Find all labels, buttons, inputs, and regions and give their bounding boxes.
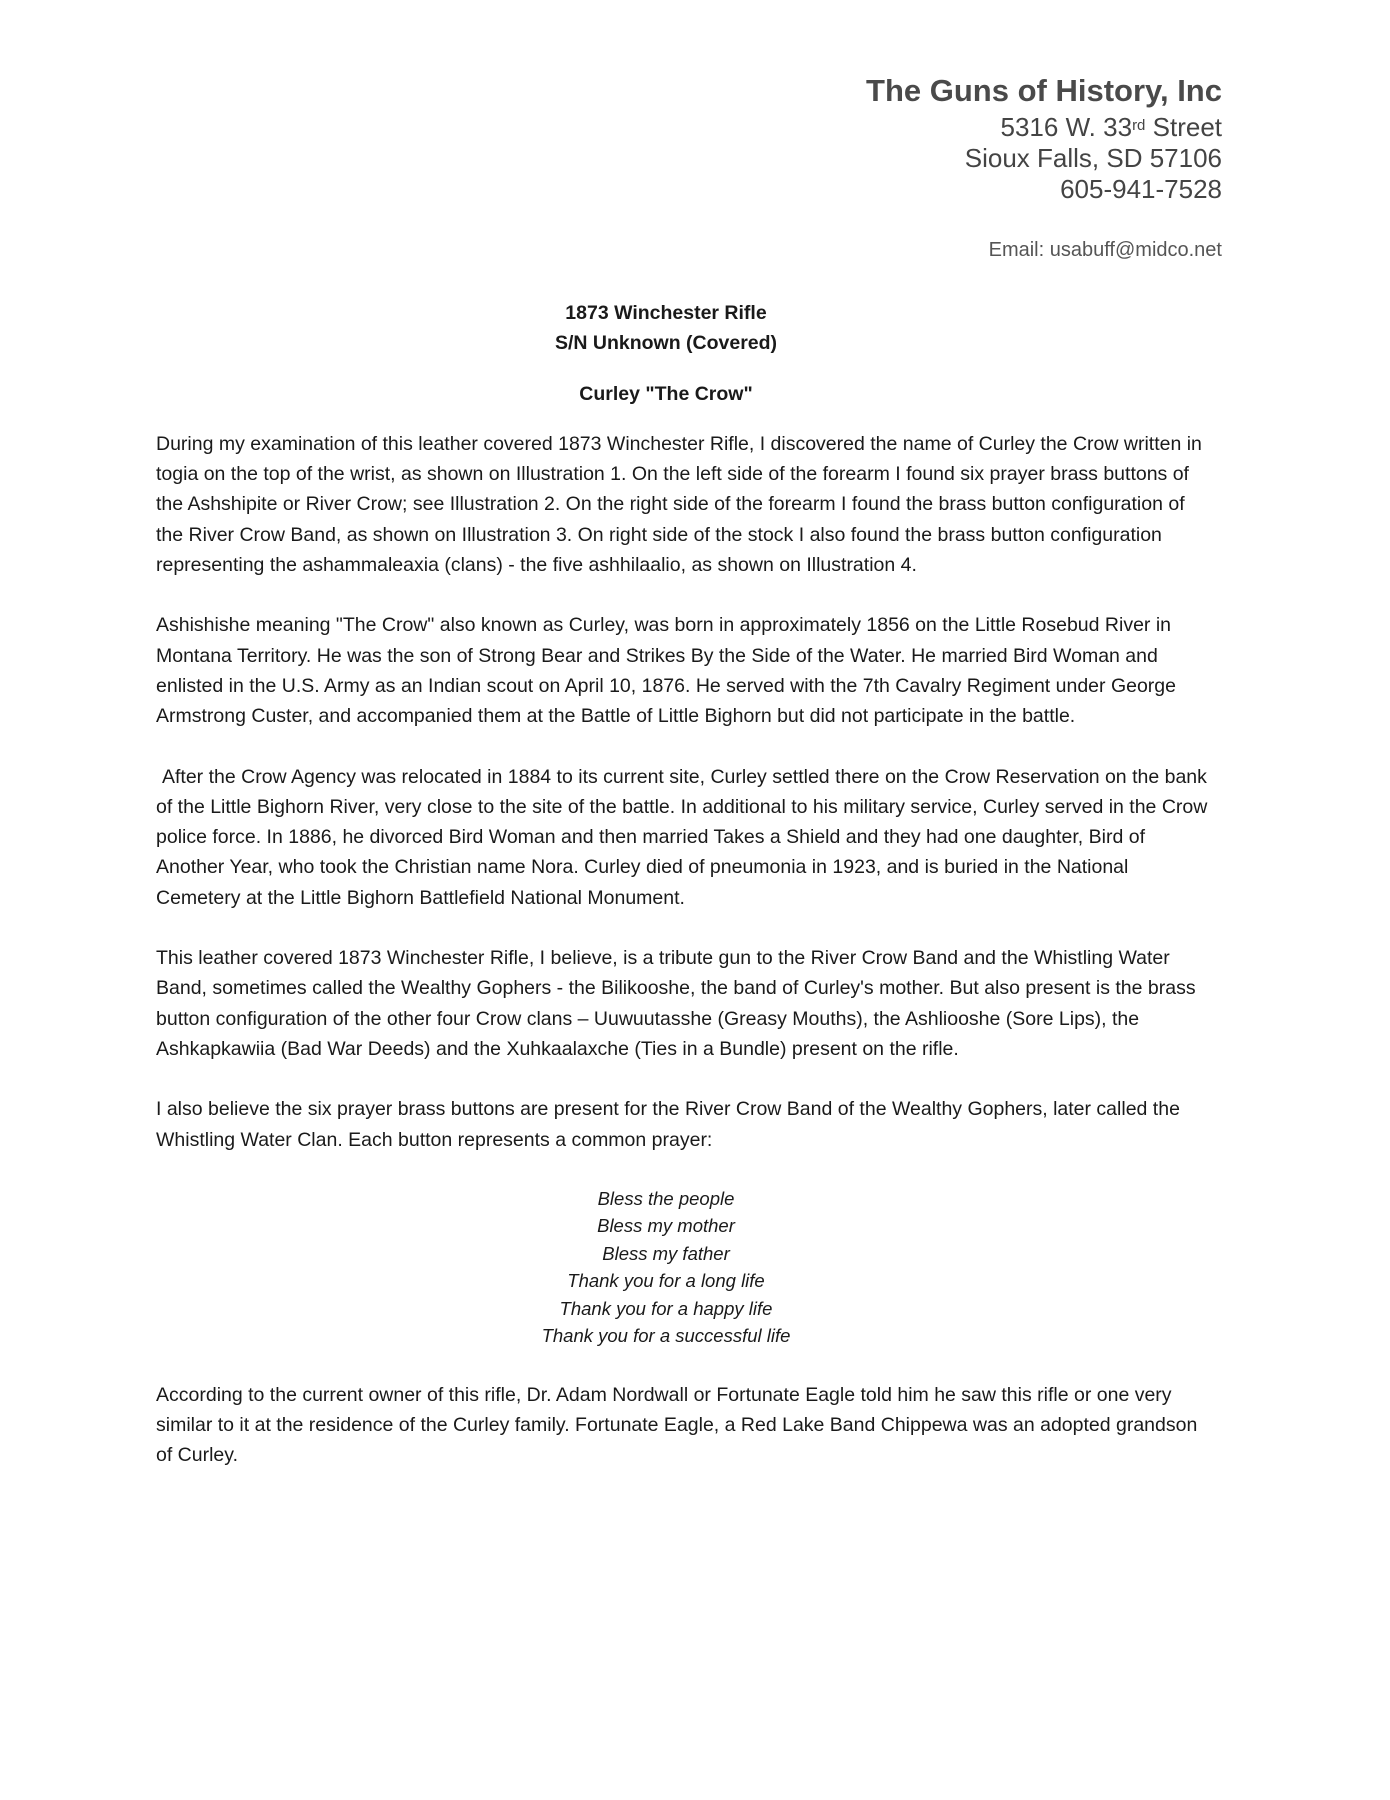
paragraph-closing: According to the current owner of this rifle, Dr. Adam Nordwall or Fortunate Eagle told him he saw this rifle or one very similar to it at the residence of the Curley family. Fortunate Eagle, a Red Lake Band Chippewa was an adopted grandson of Curley. (156, 1383, 1198, 1467)
company-name: The Guns of History, Inc (866, 73, 1222, 108)
letterhead (866, 70, 1222, 263)
paragraph-tribute: This leather covered 1873 Winchester Rifle, I believe, is a tribute gun to the River Crow Band and the Whistling Water Band, sometimes called the Wealthy Gophers - the Bilikooshe, the band of Curley's mother. But also present is the brass button configuration of the other four Crow clans – Uuwuutasshe (Greasy Mouths), the Ashliooshe (Sore Lips), the Ashkapkawiia (Bad War Deeds) and the Xuhkaalaxche (Ties in a Bundle) present on the rifle. (156, 947, 1196, 1060)
street-address (866, 112, 1222, 143)
prayer-item: Bless my mother (597, 1215, 735, 1237)
paragraph-later-life: After the Crow Agency was relocated in 1884 to its current site, Curley settled there on the Crow Reservation on the bank of the Little Bighorn River, very close to the site of the battle. In additional to his military service, Curley served in the Crow police force. In 1886, he divorced Bird Woman and then married Takes a Shield and they had one daughter, Bird of Another Year, who took the Christian name Nora. Curley died of pneumonia in 1923, and is buried in the National Cemetery at the Little Bighorn Battlefield National Monument. (156, 765, 1208, 909)
street-ordinal-suffix: rd (1132, 117, 1146, 134)
paragraph-prayer-buttons: I also believe the six prayer brass buttons are present for the River Crow Band of the Wealthy Gophers, later called the Whistling Water Clan. Each button represents a common prayer: (156, 1098, 1180, 1151)
title-line-2: S/N Unknown (Covered) (554, 332, 778, 355)
prayer-item: Thank you for a long life (567, 1270, 765, 1292)
email-address: Email: usabuff@midco.net (988, 239, 1222, 261)
paragraph-biography: Ashishishe meaning "The Crow" also known as Curley, was born in approximately 1856 on the Little Rosebud River in Montana Territory. He was the son of Strong Bear and Strikes By the Side of the Water. He married Bird Woman and enlisted in the U.S. Army as an Indian scout on April 10, 1876. He served with the 7th Cavalry Regiment under George Armstrong Custer, and accompanied them at the Battle of Little Bighorn but did not participate in the battle. (156, 614, 1176, 728)
prayer-item: Thank you for a successful life (541, 1325, 791, 1347)
title-line-1: 1873 Winchester Rifle (565, 302, 767, 324)
document-subtitle: Curley "The Crow" (579, 382, 753, 405)
city-state-zip: Sioux Falls, SD 57106 (964, 143, 1222, 173)
prayer-list (116, 1185, 1216, 1350)
prayer-item: Bless the people (597, 1187, 735, 1209)
paragraph-examination: During my examination of this leather covered 1873 Winchester Rifle, I discovered the name of Curley the Crow written in togia on the top of the wrist, as shown on Illustration 1. On the left side of the forearm I found six prayer brass buttons of the Ashshipite or River Crow; see Illustration 2. On the right side of the forearm I found the brass button configuration of the River Crow Band, as shown on Illustration 3. On right side of the stock I also found the brass button configuration representing the ashammaleaxia (clans) - the five ashhilaalio, as shown on Illustration 4. (156, 432, 1202, 577)
document-body (156, 298, 1216, 1471)
street-name: Street (1145, 112, 1222, 142)
document-title (116, 298, 1216, 359)
street-number: 5316 W. 33 (1000, 112, 1133, 142)
prayer-item: Thank you for a happy life (559, 1297, 773, 1319)
prayer-item: Bless my father (602, 1242, 730, 1264)
phone-number: 605-941-7528 (1060, 174, 1222, 204)
